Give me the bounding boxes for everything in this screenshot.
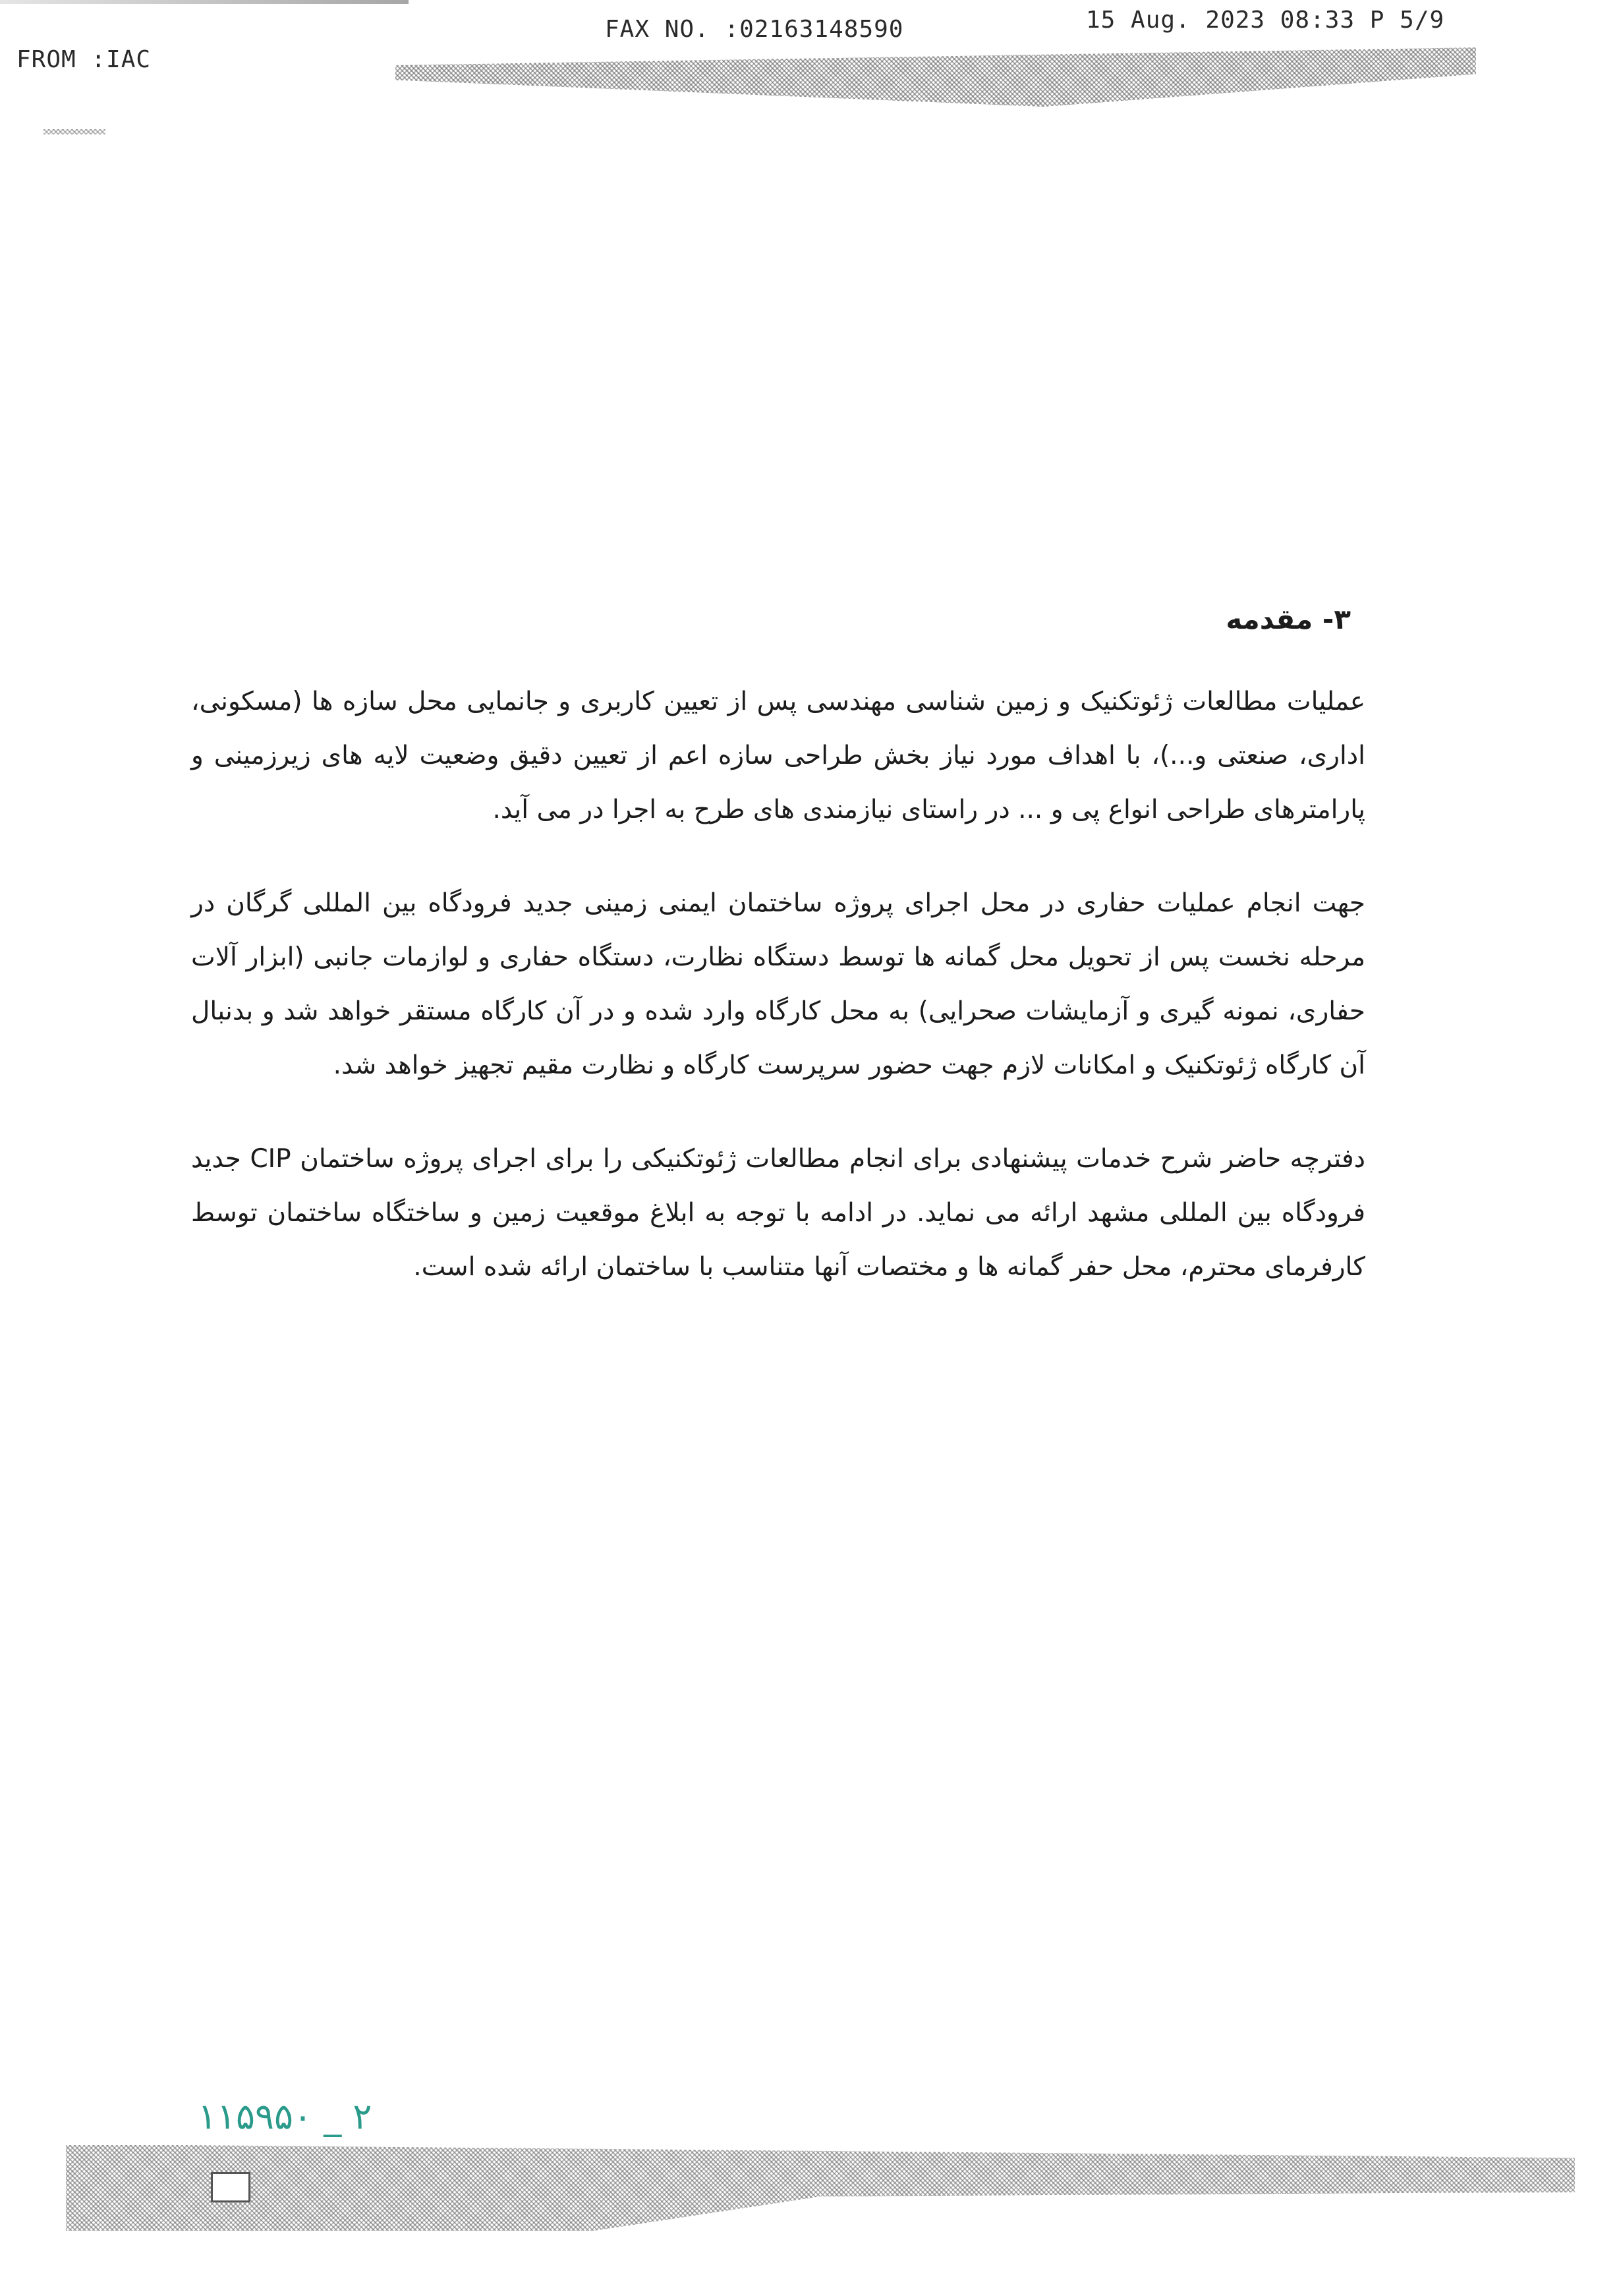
fax-dither-band-top xyxy=(395,47,1476,107)
footer-logo-icon xyxy=(211,2172,250,2202)
fax-dither-mark xyxy=(43,129,105,134)
document-body xyxy=(191,603,1377,1334)
fax-top-rule xyxy=(0,0,409,4)
fax-date-page-line: 15 Aug. 2023 08:33 P 5/9 xyxy=(1086,7,1445,34)
fax-number-line: FAX NO. :02163148590 xyxy=(605,16,904,43)
handwritten-reference-number: ۱۱۵۹۵۰ _ ۲ xyxy=(198,2096,372,2137)
paragraph-2: جهت انجام عملیات حفاری در محل اجرای پروژه ساختمان ایمنی زمینی جدید فرودگاه بین المللی گرگان در مرحله نخست پس از تحویل محل گمانه ها توسط دستگاه نظارت، دستگاه حفاری و لوازمات جانبی (ابزار آلات حفاری، نمونه گیری و آزمایشات صحرایی) به محل کارگاه وارد شده و در آن کارگاه مستقر خواهد شد و بدنبال آن کارگاه ژئوتکنیک و امکانات لازم جهت حضور سرپرست کارگاه و نظارت مقیم تجهیز خواهد شد. xyxy=(191,888,1365,1080)
paragraph-3: دفترچه حاضر شرح خدمات پیشنهادی برای انجام مطالعات ژئوتکنیکی را برای اجرای پروژه ساختمان CIP جدید فرودگاه بین المللی مشهد ارائه می نماید. در ادامه با توجه به ابلاغ موقعیت زمین و ساختگاه ساختمان توسط کارفرمای محترم، محل حفر گمانه ها و مختصات آنها متناسب با ساختمان ارائه شده است. xyxy=(191,1144,1366,1282)
fax-from-line: FROM :IAC xyxy=(16,46,152,73)
paragraph-1: عملیات مطالعات ژئوتکنیک و زمین شناسی مهندسی پس از تعیین کاربری و جانمایی محل سازه ها (مسکونی، اداری، صنعتی و...)، با اهداف مورد نیاز بخش طراحی سازه اعم از تعیین دقیق وضعیت لایه های زیرزمینی و پارامترهای طراحی انواع پی و ... در راستای نیازمندی های طرح به اجرا در می آید. xyxy=(191,687,1365,824)
fax-dither-band-bottom xyxy=(66,2145,1575,2231)
section-heading: ۳- مقدمه xyxy=(1226,603,1351,635)
